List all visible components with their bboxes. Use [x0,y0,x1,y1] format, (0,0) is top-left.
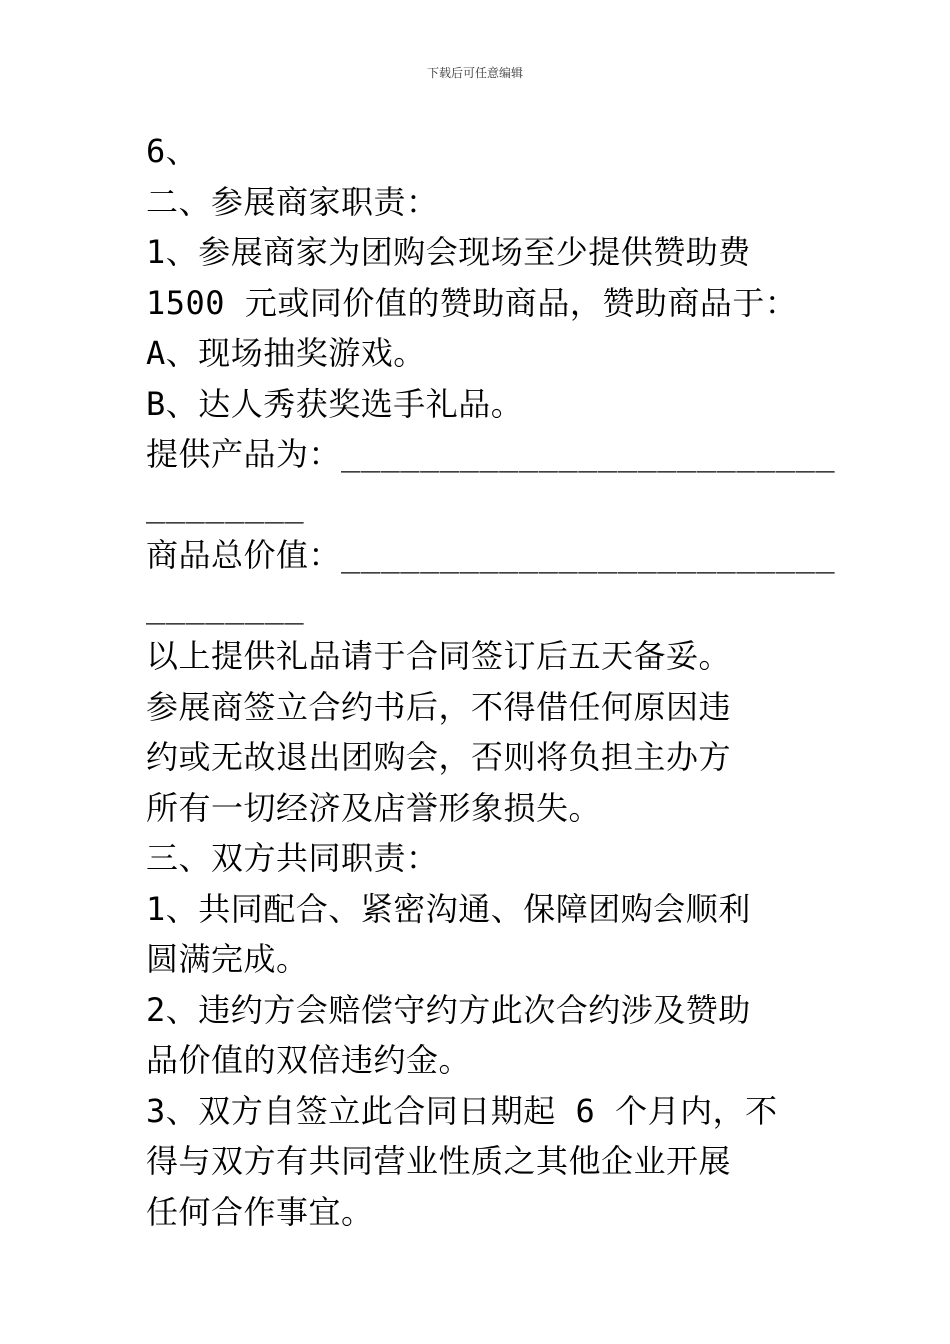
paragraph-line: 约或无故退出团购会，否则将负担主办方 [146,738,732,776]
total-value-blank-field: 商品总价值：_________________________ [146,536,836,574]
paragraph-line: 1500 元或同价值的赞助商品，赞助商品于： [146,283,798,322]
paragraph-line: 任何合作事宜。 [146,1192,374,1231]
option-a: A、现场抽奖游戏。 [146,334,426,372]
paragraph-line: 品价值的双倍违约金。 [146,1041,472,1079]
paragraph-line: 以上提供礼品请于合同签订后五天备妥。 [146,637,732,675]
product-blank-field-continued: ________ [146,485,305,524]
document-body [146,126,836,1237]
section-3-heading: 三、双方共同职责： [146,839,439,877]
paragraph-line: 1、共同配合、紧密沟通、保障团购会顺利 [146,889,751,928]
paragraph-line: 参展商签立合约书后，不得借任何原因违 [146,687,732,726]
paragraph-line: 得与双方有共同营业性质之其他企业开展 [146,1142,732,1180]
paragraph-line: 1、参展商家为团购会现场至少提供赞助费 [146,233,751,271]
item-6-number: 6、 [146,132,199,170]
paragraph-line: 2、违约方会赔偿守约方此次合约涉及赞助 [146,990,751,1029]
paragraph-line: 圆满完成。 [146,940,309,978]
paragraph-line: 所有一切经济及店誉形象损失。 [146,788,602,827]
total-value-blank-field-continued: ________ [146,586,305,625]
paragraph-line: 3、双方自签立此合同日期起 6 个月内，不 [146,1091,778,1130]
section-2-heading: 二、参展商家职责： [146,182,439,221]
product-blank-field: 提供产品为：_________________________ [146,435,836,473]
option-b: B、达人秀获奖选手礼品。 [146,384,524,423]
page-header: 下载后可任意编辑 [426,66,523,80]
